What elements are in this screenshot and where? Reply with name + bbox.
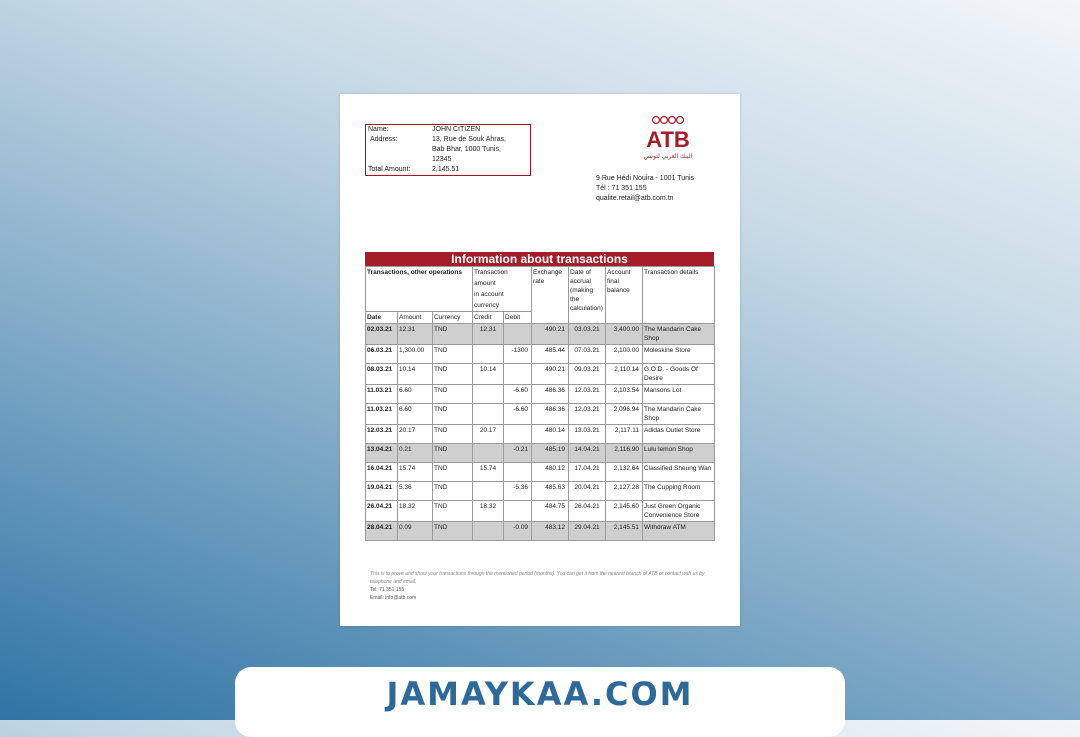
bank-contact	[596, 174, 694, 204]
header-exchange: Exchange rate	[532, 267, 569, 324]
header-tx-amount-3: in account	[473, 289, 532, 300]
footer-tel: Tel: 71 351 155	[370, 587, 405, 593]
header-tx-amount-4: currency	[473, 300, 532, 312]
footer-note: This is to prove and show your transactions through the mentioned period (months). You can get it from the nearest branch of ATB or contact with us by telephone and email.	[370, 571, 705, 585]
table-row: 12.03.21 20.17 TND 20.17 480.14 13.03.21 2,117.11 Adidas Outlet Store	[366, 425, 715, 444]
statement-footer	[370, 570, 710, 602]
header-date: Date	[366, 312, 398, 324]
header-details: Transaction details	[643, 267, 715, 324]
header-credit: Credit	[473, 312, 504, 324]
bank-phone: Tél : 71 351 155	[596, 185, 647, 192]
table-row: 06.03.21 1,300.00 TND -1300 485.44 07.03.21 2,100.00 Moleskine Store	[366, 345, 715, 364]
table-row: 26.04.21 18.32 TND 18.32 484.75 26.04.21 2,145.60 Just Green Organic Convenience Store	[366, 501, 715, 522]
header-currency: Currency	[433, 312, 473, 324]
bank-address: 9 Rue Hédi Nouira - 1001 Tunis	[596, 175, 695, 182]
table-row: 13.04.21 0.21 TND -0.21 485.19 14.04.21 2,116.90 Lulu lemon Shop	[366, 444, 715, 463]
table-row: 08.03.21 10.14 TND 10.14 490.21 09.03.21 2,110.14 G.O.D. - Goods Of Desire	[366, 364, 715, 385]
header-tx-amount-1: Transaction	[473, 267, 532, 279]
header-accrual: Date of accrual (making the calculation)	[569, 267, 606, 324]
statement-page	[340, 94, 740, 626]
transactions-title: Information about transactions	[365, 252, 714, 266]
header-amount: Amount	[398, 312, 433, 324]
address-label: Address:	[370, 136, 398, 143]
transactions-section	[365, 252, 714, 541]
table-row: 16.04.21 15.74 TND 15.74 480.12 17.04.21 2,132.64 Classified Sheung Wan	[366, 463, 715, 482]
table-row: 28.04.21 0.09 TND -0.09 483.12 29.04.21 2,145.51 Withdraw ATM	[366, 522, 715, 541]
atb-logo	[636, 114, 700, 164]
total-amount: 2,145.51	[432, 166, 460, 173]
site-banner	[235, 667, 845, 737]
address-line-1: 13, Rue de Souk Ahras,	[432, 136, 506, 143]
site-name[interactable]: JAMAYKAA.COM	[386, 675, 694, 713]
bank-email: qualite.retail@atb.com.tn	[596, 195, 674, 202]
header-debit: Debit	[504, 312, 532, 324]
header-group: Transactions, other operations	[366, 267, 473, 312]
header-tx-amount-2: amount	[473, 278, 532, 289]
logo-arabic: البنك العربي لتونس	[643, 153, 693, 160]
name-label: Name:	[368, 126, 389, 133]
logo-text: ATB	[646, 127, 690, 152]
header-balance: Account final balance	[606, 267, 643, 324]
table-row: 19.04.21 5.36 TND -5.36 485.63 20.04.21 2,127.28 The Cupping Room	[366, 482, 715, 501]
table-row: 11.03.21 6.60 TND -6.60 486.36 12.03.21 2,096.94 The Mandarin Cake Shop	[366, 404, 715, 425]
total-label: Total Amount:	[368, 166, 411, 173]
customer-name: JOHN CITIZEN	[432, 126, 481, 133]
address-line-2: Bab Bhar, 1000 Tunis,	[432, 146, 501, 153]
transactions-table	[365, 266, 715, 541]
table-row: 02.03.21 12.31 TND 12.31 490.21 03.03.21 3,400.00 The Mandarin Cake Shop	[366, 324, 715, 345]
footer-email: Email: info@atb.com	[370, 595, 417, 601]
address-line-3: 12345	[432, 156, 452, 163]
table-row: 11.03.21 6.60 TND -6.60 486.36 12.03.21 2,103.54 Mansons Lot	[366, 385, 715, 404]
customer-info-box	[365, 124, 531, 176]
